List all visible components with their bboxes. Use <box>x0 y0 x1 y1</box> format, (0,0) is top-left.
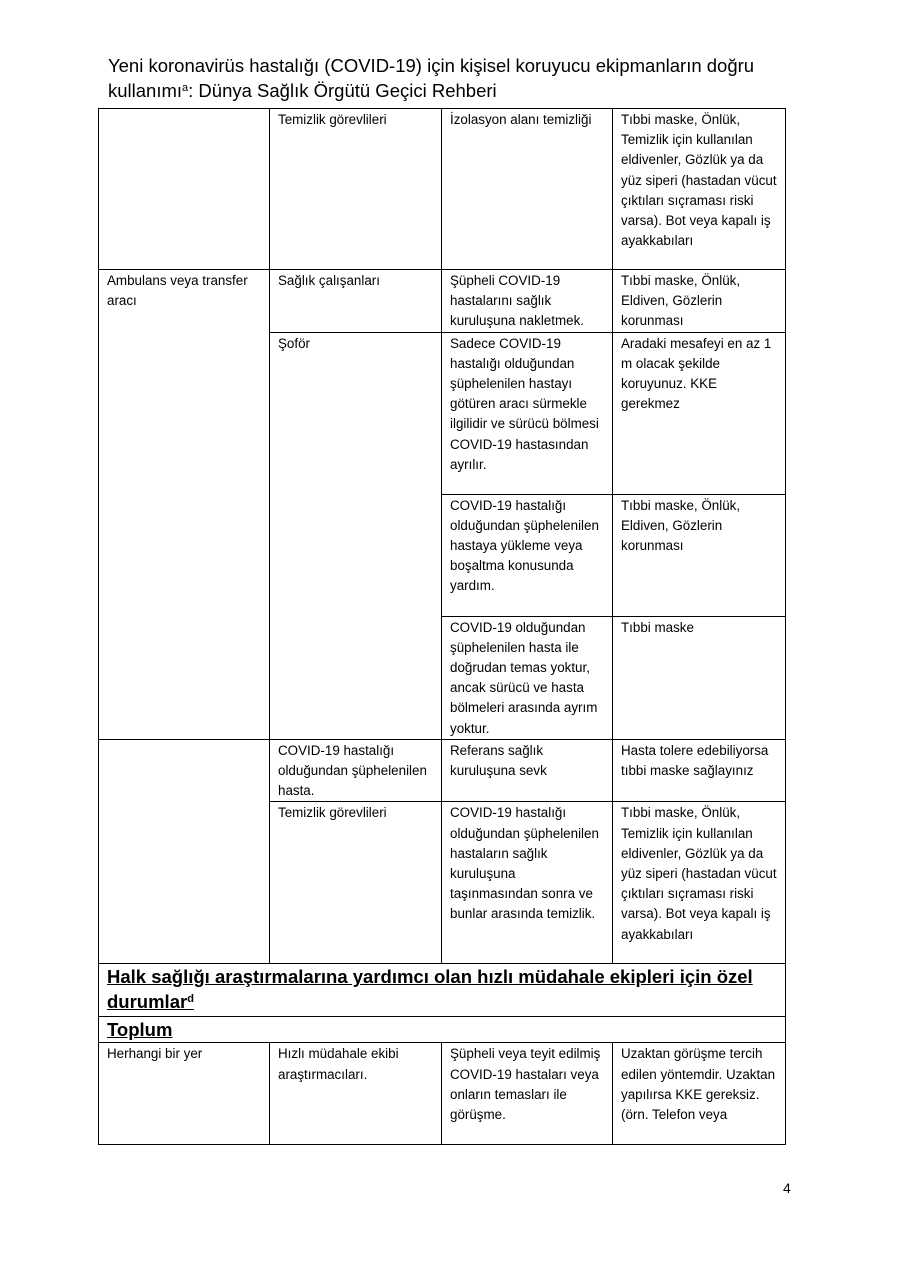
table-cell-location <box>99 109 270 270</box>
section-heading: Toplum <box>99 1017 786 1043</box>
table-cell-location: Herhangi bir yer <box>99 1043 270 1145</box>
table-cell-target: COVID-19 hastalığı olduğundan şüphelenilen hasta. <box>270 739 442 802</box>
page-header <box>108 53 808 103</box>
header-title: Yeni koronavirüs hastalığı (COVID-19) için kişisel koruyucu ekipmanların doğru kullanımı <box>108 55 755 101</box>
header-title-tail: : Dünya Sağlık Örgütü Geçici Rehberi <box>188 80 497 101</box>
table-cell-activity: COVID-19 olduğundan şüphelenilen hasta ile doğrudan temas yoktur, ancak sürücü ve hasta bölmeleri arasında ayrım yoktur. <box>442 616 613 739</box>
table-cell-activity: İzolasyon alanı temizliği <box>442 109 613 270</box>
section-heading <box>99 964 786 1017</box>
table-cell-target: Hızlı müdahale ekibi araştırmacıları. <box>270 1043 442 1145</box>
table-row <box>99 739 786 802</box>
section-heading-text: Halk sağlığı araştırmalarına yardımcı olan hızlı müdahale ekipleri için özel durumlar <box>107 966 753 1013</box>
table-row <box>99 109 786 270</box>
table-cell-target: Şoför <box>270 332 442 739</box>
table-cell-ppe: Tıbbi maske, Önlük, Temizlik için kullanılan eldivenler, Gözlük ya da yüz siperi (hastadan vücut çıktıları sıçraması riski varsa). Bot veya kapalı iş ayakkabıları <box>613 109 786 270</box>
table-cell-activity: Sadece COVID-19 hastalığı olduğundan şüphelenilen hastayı götüren aracı sürmekle ilgilidir ve sürücü bölmesi COVID-19 hastasından ayrılır. <box>442 332 613 494</box>
table-cell-ppe: Tıbbi maske, Önlük, Eldiven, Gözlerin korunması <box>613 494 786 616</box>
section-heading-row <box>99 964 786 1017</box>
table-cell-location <box>99 802 270 964</box>
table-row <box>99 1043 786 1145</box>
section-heading-row <box>99 1017 786 1043</box>
table-cell-ppe: Aradaki mesafeyi en az 1 m olacak şekilde koruyunuz. KKE gerekmez <box>613 332 786 494</box>
table-cell-target: Sağlık çalışanları <box>270 270 442 333</box>
table-cell-location <box>99 739 270 802</box>
table-cell-activity: Referans sağlık kuruluşuna sevk <box>442 739 613 802</box>
table-cell-ppe: Tıbbi maske, Önlük, Temizlik için kullanılan eldivenler, Gözlük ya da yüz siperi (hastadan vücut çıktıları sıçraması riski varsa). Bot veya kapalı iş ayakkabıları <box>613 802 786 964</box>
section-footnote-mark: d <box>187 993 194 1006</box>
table-row <box>99 802 786 964</box>
table-cell-activity: Şüpheli COVID-19 hastalarını sağlık kuruluşuna nakletmek. <box>442 270 613 333</box>
table-cell-target: Temizlik görevlileri <box>270 109 442 270</box>
header-footnote-mark: a <box>182 82 189 94</box>
page-number: 4 <box>783 1180 791 1196</box>
table-cell-activity: COVID-19 hastalığı olduğundan şüphelenilen hastaya yükleme veya boşaltma konusunda yardım. <box>442 494 613 616</box>
table-cell-ppe: Hasta tolere edebiliyorsa tıbbi maske sağlayınız <box>613 739 786 802</box>
table-cell-activity: Şüpheli veya teyit edilmiş COVID-19 hastaları veya onların temasları ile görüşme. <box>442 1043 613 1145</box>
table-cell-location: Ambulans veya transfer aracı <box>99 270 270 740</box>
ppe-table <box>98 108 786 1145</box>
table-cell-ppe: Tıbbi maske <box>613 616 786 739</box>
table-cell-target: Temizlik görevlileri <box>270 802 442 964</box>
table-row <box>99 270 786 333</box>
table-cell-activity: COVID-19 hastalığı olduğundan şüphelenilen hastaların sağlık kuruluşuna taşınmasından sonra ve bunlar arasında temizlik. <box>442 802 613 964</box>
table-cell-ppe: Tıbbi maske, Önlük, Eldiven, Gözlerin korunması <box>613 270 786 333</box>
table-cell-ppe: Uzaktan görüşme tercih edilen yöntemdir. Uzaktan yapılırsa KKE gereksiz. (örn. Telefon veya <box>613 1043 786 1145</box>
